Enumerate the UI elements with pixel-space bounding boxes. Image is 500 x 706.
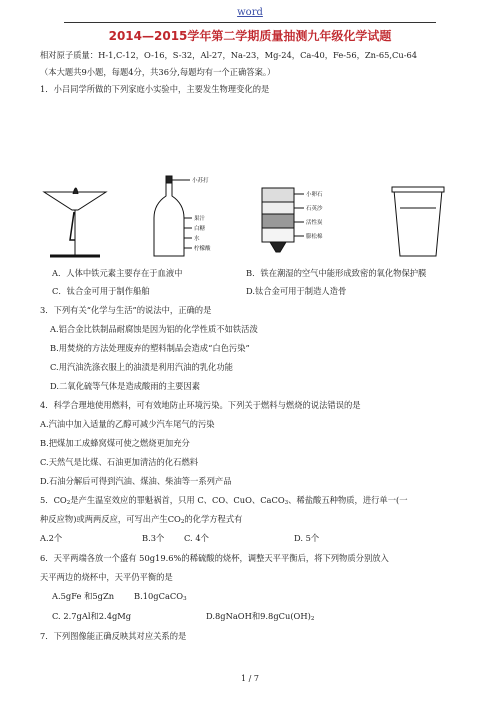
page-number: 1 / 7	[241, 674, 259, 683]
funnel-stand-figure	[44, 188, 106, 256]
atomic-masses: 相对原子质量：H-1,C-12，O-16，S-32，Al-27，Na-23，Mg-24，Ca-40，Fe-56，Zn-65,Cu-64	[40, 50, 418, 60]
q1-option-d: D.钛合金可用于制造人造骨	[246, 286, 347, 296]
q5-option-d: D. 5个	[294, 533, 320, 543]
q6-option-c: C. 2.7gAl和2.4gMg	[52, 611, 132, 621]
q3-option-c: C.用汽油洗涤衣服上的油渍是利用汽油的乳化功能	[50, 362, 233, 372]
fig-label-carbon: 活性炭	[306, 220, 323, 226]
q5-line2: 种反应物)或两两反应，可写出产生CO2的化学方程式有	[40, 514, 243, 525]
q1-option-a: A．人体中铁元素主要存在于血液中	[52, 268, 183, 278]
q7-text: 7．下列图像能正确反映其对应关系的是	[40, 631, 187, 641]
water-filter-figure	[262, 188, 304, 252]
fig-label-water: 水	[194, 236, 200, 242]
fig-label-juice: 果汁	[194, 216, 206, 222]
q3-text: 3．下列有关“化学与生活”的说法中，正确的是	[40, 305, 212, 315]
q5-option-a: A.2个	[40, 533, 63, 543]
q5-option-b: B.3个	[142, 533, 165, 543]
q6-line2: 天平两边的烧杯中，天平仍平衡的是	[40, 572, 173, 582]
q6-option-a: A.5gFe 和5gZn	[52, 591, 115, 601]
page-title: 2014—2015学年第二学期质量抽测九年级化学试题	[108, 29, 392, 43]
q6-option-b: B.10gCaCO3	[134, 591, 187, 602]
q3-option-d: D.二氧化硫等气体是造成酸雨的主要因素	[50, 381, 201, 391]
q3-option-a: A.铝合金比铁制品耐腐蚀是因为铝的化学性质不如铁活泼	[50, 324, 258, 334]
q3-option-b: B.用焚烧的方法处理废弃的塑料制品会造成“白色污染”	[50, 343, 250, 353]
q5-line1: 5．CO2是产生温室效应的罪魁祸首，只用 C、CO、CuO、CaCO3、稀盐酸五种物质，进行单一(一	[40, 495, 408, 506]
q1-option-b: B．铁在潮湿的空气中能形成致密的氧化物保护膜	[246, 268, 427, 278]
q4-option-b: B.把煤加工成蜂窝煤可使之燃烧更加充分	[40, 438, 190, 448]
fig-label-sand: 石英沙	[306, 206, 323, 212]
beaker-figure	[392, 187, 444, 256]
q4-text: 4．科学合理地使用燃料，可有效地防止环境污染。下列关于燃料与燃烧的说法错误的是	[40, 400, 361, 410]
q1-figures	[40, 152, 460, 262]
instructions: （本大题共9小题，每题4分，共36分,每题均有一个正确答案。）	[40, 67, 276, 77]
q1-text: 1．小吕同学所做的下列家庭小实验中，主要发生物理变化的是	[40, 84, 270, 94]
q4-option-a: A.汽油中加入适量的乙醇可减少汽车尾气的污染	[40, 419, 215, 429]
header-rule	[64, 22, 436, 23]
fig-label-sugar: 白糖	[194, 226, 206, 232]
q6-line1: 6．天平两端各放一个盛有 50g19.6%的稀硫酸的烧杯，调整天平平衡后，将下列物质分别放入	[40, 553, 389, 563]
q1-option-c: C．钛合金可用于制作船舶	[52, 286, 150, 296]
q6-option-d: D.8gNaOH和9.8gCu(OH)2	[206, 611, 315, 622]
fig-label-pebble: 小卵石	[306, 192, 323, 198]
q4-option-c: C.天然气是比煤、石油更加清洁的化石燃料	[40, 457, 199, 467]
fig-label-cap: 小苏打	[192, 178, 209, 184]
header-word-link[interactable]: word	[237, 7, 263, 18]
experiment-figures	[40, 152, 460, 262]
fig-label-citric: 柠檬酸	[194, 246, 211, 252]
bottle-figure	[154, 176, 192, 256]
q4-option-d: D.石油分解后可得到汽油、煤油、柴油等一系列产品	[40, 476, 232, 486]
q5-option-c: C. 4个	[184, 533, 209, 543]
fig-label-cotton: 膨松棉	[306, 234, 323, 240]
